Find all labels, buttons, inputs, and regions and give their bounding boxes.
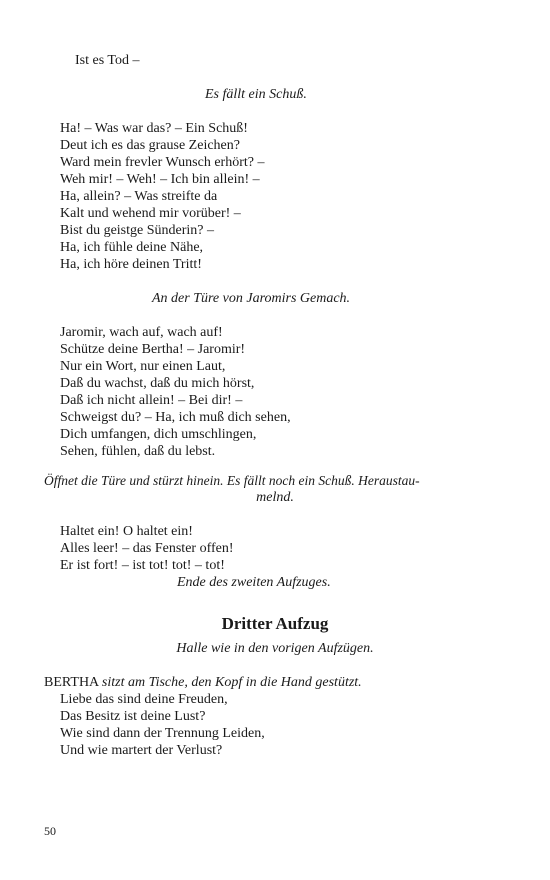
page-number: 50 (44, 824, 56, 838)
verse-line: Schweigst du? – Ha, ich muß dich sehen, (60, 410, 291, 425)
verse-line: Wie sind dann der Trennung Leiden, (60, 726, 265, 741)
verse-line: Ha, allein? – Was streifte da (60, 189, 218, 204)
setting-note: Halle wie in den vorigen Aufzügen. (176, 641, 374, 656)
stage-direction: An der Türe von Jaromirs Gemach. (152, 291, 351, 306)
act-end-note: Ende des zweiten Aufzuges. (177, 575, 331, 590)
stage-direction: melnd. (256, 490, 294, 505)
verse-line: Ward mein frevler Wunsch erhört? – (60, 155, 265, 170)
verse-line: Und wie martert der Verlust? (60, 743, 223, 758)
verse-line: Das Besitz ist deine Lust? (60, 709, 206, 724)
verse-line: Sehen, fühlen, daß du lebst. (60, 444, 216, 459)
verse-line: Ha, ich fühle deine Nähe, (60, 240, 204, 255)
verse-line: Liebe das sind deine Freuden, (60, 692, 228, 707)
verse-line: Jaromir, wach auf, wach auf! (60, 325, 223, 340)
verse-line: Nur ein Wort, nur einen Laut, (60, 359, 226, 374)
verse-line: Ha! – Was war das? – Ein Schuß! (60, 121, 248, 136)
verse-line: Daß du wachst, daß du mich hörst, (60, 376, 255, 391)
stage-direction: Öffnet die Türe und stürzt hinein. Es fällt noch ein Schuß. Heraustau- (44, 473, 420, 488)
verse-line: Daß ich nicht allein! – Bei dir! – (60, 393, 243, 408)
verse-line: Ha, ich höre deinen Tritt! (60, 257, 202, 272)
verse-line: Ist es Tod – (75, 53, 140, 68)
verse-line: Haltet ein! O haltet ein! (60, 524, 193, 539)
speaker-line (44, 674, 362, 691)
verse-line: Deut ich es das grause Zeichen? (60, 138, 240, 153)
speaker-direction: sitzt am Tische, den Kopf in die Hand gestützt. (101, 675, 362, 690)
verse-line: Alles leer! – das Fenster offen! (60, 541, 234, 556)
stage-direction: Es fällt ein Schuß. (205, 87, 307, 102)
act-heading: Dritter Aufzug (221, 614, 329, 633)
verse-line: Er ist fort! – ist tot! tot! – tot! (60, 558, 225, 573)
verse-line: Kalt und wehend mir vorüber! – (60, 206, 241, 221)
verse-line: Schütze deine Bertha! – Jaromir! (60, 342, 246, 357)
speaker-name: BERTHA (44, 675, 99, 690)
verse-line: Bist du geistge Sünderin? – (60, 223, 214, 238)
verse-line: Dich umfangen, dich umschlingen, (60, 427, 257, 442)
verse-line: Weh mir! – Weh! – Ich bin allein! – (60, 172, 260, 187)
